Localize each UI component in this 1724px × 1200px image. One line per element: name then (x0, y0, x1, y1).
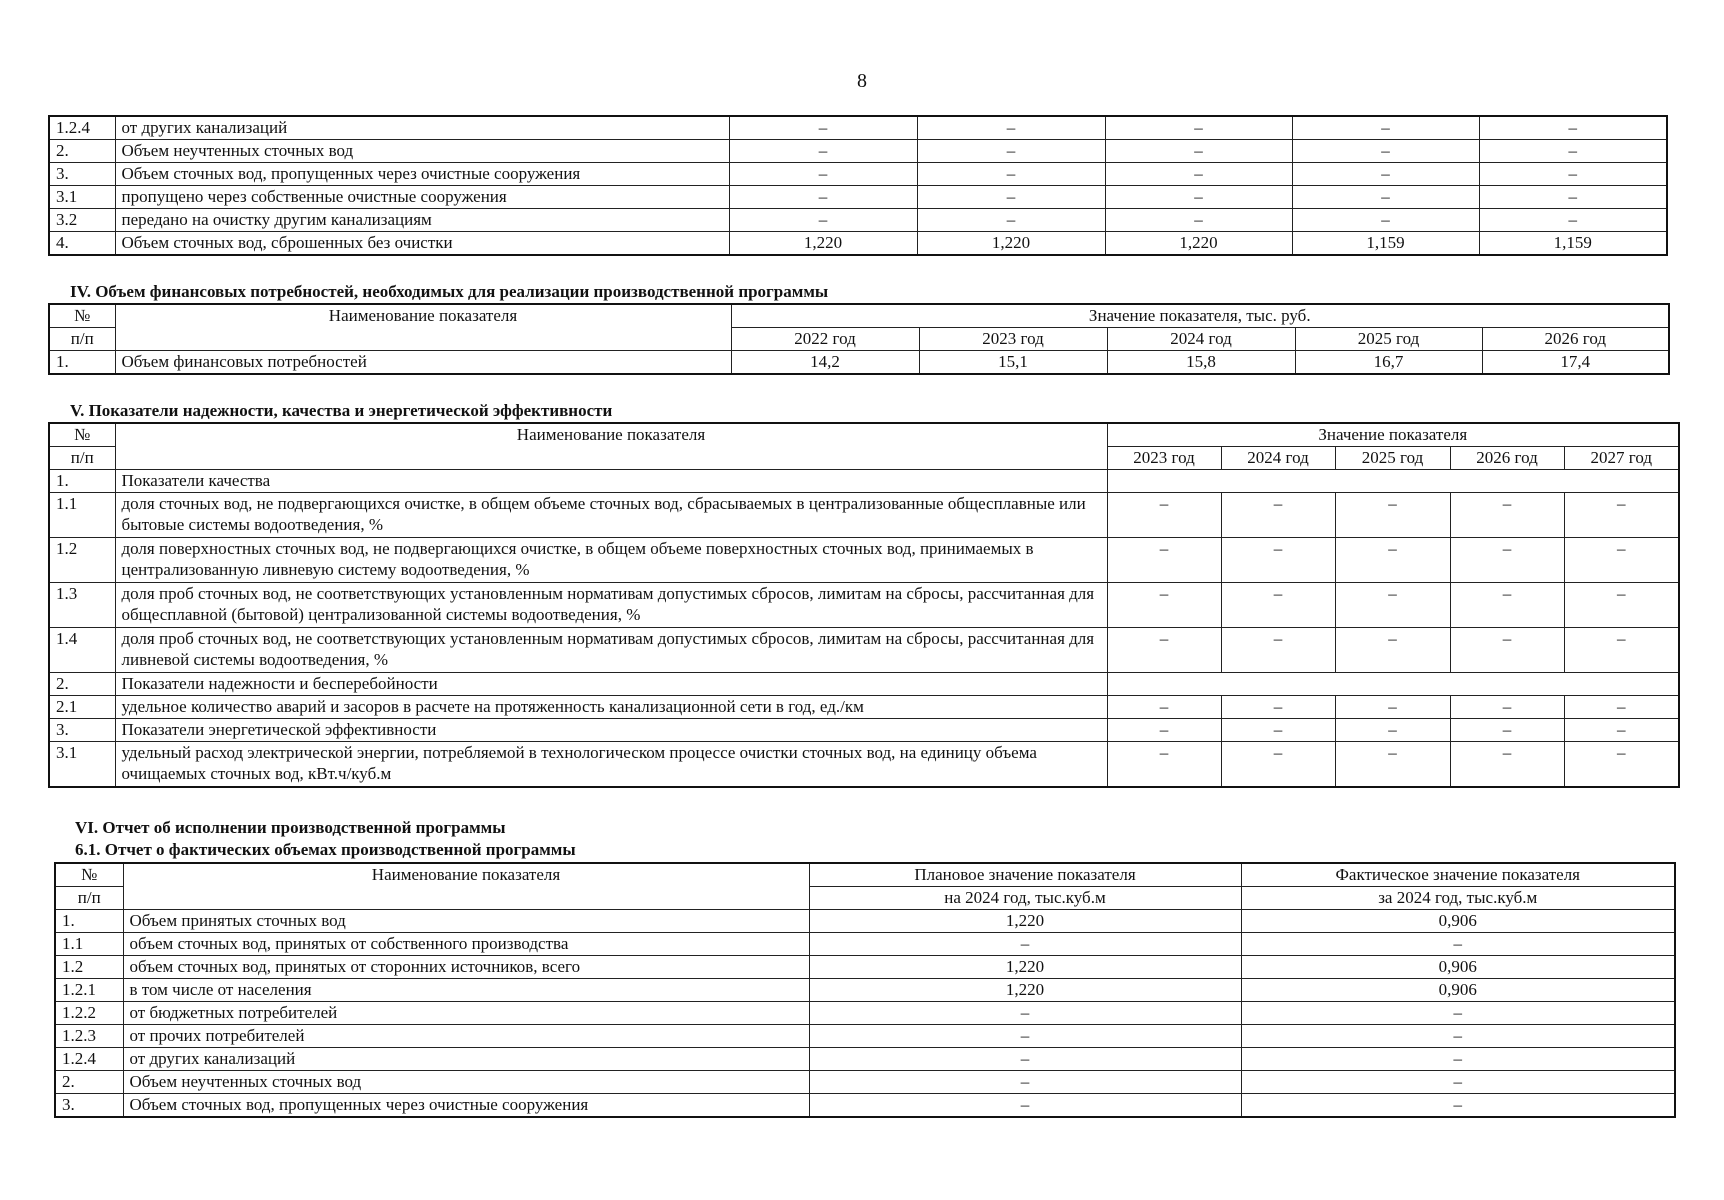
header-year: 2024 год (1221, 447, 1335, 470)
header-name: Наименование показателя (115, 423, 1107, 470)
header-plan: на 2024 год, тыс.куб.м (809, 887, 1241, 910)
row-value: – (1105, 209, 1292, 232)
table-row (55, 1094, 1675, 1118)
row-number: 1.4 (49, 628, 115, 673)
table-row (49, 583, 1679, 628)
row-number: 3. (49, 163, 115, 186)
row-empty (1107, 673, 1679, 696)
row-value: – (1450, 742, 1564, 788)
row-value: 1,159 (1292, 232, 1479, 256)
row-value: – (1292, 186, 1479, 209)
table-row (49, 116, 1667, 140)
header-year: 2025 год (1335, 447, 1450, 470)
row-value: – (1107, 628, 1221, 673)
row-fact: 0,906 (1241, 956, 1675, 979)
row-plan: 1,220 (809, 979, 1241, 1002)
row-value: – (1479, 140, 1667, 163)
row-fact: – (1241, 1025, 1675, 1048)
header-row (49, 423, 1679, 447)
row-name: удельный расход электрической энергии, потребляемой в технологическом процессе очистки сточных вод, на единицу объема очищаемых сточных вод, кВт.ч/куб.м (115, 742, 1107, 788)
header-year: 2025 год (1295, 328, 1482, 351)
header-num: № (49, 423, 115, 447)
row-name: доля проб сточных вод, не соответствующих установленным нормативам допустимых сбросов, лимитам на сбросы, рассчитанная для общесплавной (бытовой) централизованной системы водоотведения, % (115, 583, 1107, 628)
header-row (49, 304, 1669, 328)
row-name: Объем финансовых потребностей (115, 351, 731, 375)
row-value: – (1107, 742, 1221, 788)
row-value: – (1221, 628, 1335, 673)
row-value: – (1105, 186, 1292, 209)
row-plan: 1,220 (809, 910, 1241, 933)
row-plan: – (809, 1071, 1241, 1094)
row-number: 1. (49, 351, 115, 375)
row-plan: – (809, 1094, 1241, 1118)
section6-subheading: 6.1. Отчет о фактических объемах производственной программы (75, 840, 576, 859)
row-name: Объем сточных вод, пропущенных через очистные сооружения (123, 1094, 809, 1118)
row-name: Показатели энергетической эффективности (115, 719, 1107, 742)
row-value: – (1335, 493, 1450, 538)
row-value: – (1107, 538, 1221, 583)
row-value: – (1107, 583, 1221, 628)
row-name: Объем сточных вод, сброшенных без очистки (115, 232, 729, 256)
row-value: 14,2 (731, 351, 919, 375)
row-value: – (1107, 719, 1221, 742)
header-row (55, 863, 1675, 887)
row-value: – (1335, 742, 1450, 788)
row-name: от бюджетных потребителей (123, 1002, 809, 1025)
section5-table-block (48, 422, 1680, 788)
row-value: – (1450, 628, 1564, 673)
row-value: – (1479, 209, 1667, 232)
row-value: – (1292, 116, 1479, 140)
header-num: п/п (49, 447, 115, 470)
row-fact: – (1241, 1048, 1675, 1071)
table-row (49, 470, 1679, 493)
row-name: пропущено через собственные очистные сооружения (115, 186, 729, 209)
row-value: – (1450, 583, 1564, 628)
row-value: – (917, 116, 1105, 140)
table-row (49, 719, 1679, 742)
row-number: 4. (49, 232, 115, 256)
page-number: 8 (857, 70, 867, 92)
row-number: 1. (55, 910, 123, 933)
header-year: 2023 год (1107, 447, 1221, 470)
row-name: доля проб сточных вод, не соответствующих установленным нормативам допустимых сбросов, лимитам на сбросы, рассчитанная для ливневой системы водоотведения, % (115, 628, 1107, 673)
row-value: – (729, 140, 917, 163)
header-year: 2024 год (1107, 328, 1295, 351)
row-value: 17,4 (1482, 351, 1669, 375)
header-fact: Фактическое значение показателя (1241, 863, 1675, 887)
row-plan: – (809, 1025, 1241, 1048)
row-value: – (917, 209, 1105, 232)
row-number: 1.2.1 (55, 979, 123, 1002)
section6-heading: VI. Отчет об исполнении производственной программы (75, 818, 506, 837)
row-value: 15,8 (1107, 351, 1295, 375)
row-value: – (1335, 583, 1450, 628)
row-value: – (1105, 140, 1292, 163)
header-year: 2026 год (1482, 328, 1669, 351)
row-name: от других канализаций (115, 116, 729, 140)
section4-table-block (48, 303, 1670, 375)
row-value: – (1450, 719, 1564, 742)
row-number: 1.3 (49, 583, 115, 628)
header-year: 2026 год (1450, 447, 1564, 470)
row-name: удельное количество аварий и засоров в расчете на протяженность канализационной сети в год, ед./км (115, 696, 1107, 719)
row-value: 1,220 (1105, 232, 1292, 256)
row-value: – (1105, 116, 1292, 140)
header-num: п/п (49, 328, 115, 351)
row-number: 1. (49, 470, 115, 493)
table-row (55, 979, 1675, 1002)
row-value: – (1564, 719, 1679, 742)
header-year: 2023 год (919, 328, 1107, 351)
row-value: – (1479, 163, 1667, 186)
header-num: № (49, 304, 115, 328)
row-number: 2. (55, 1071, 123, 1094)
table-row (55, 1071, 1675, 1094)
table-row (49, 742, 1679, 788)
row-number: 3.2 (49, 209, 115, 232)
row-value: – (729, 209, 917, 232)
row-number: 2.1 (49, 696, 115, 719)
section4-heading: IV. Объем финансовых потребностей, необходимых для реализации производственной программы (70, 282, 829, 301)
row-fact: – (1241, 1002, 1675, 1025)
row-number: 1.1 (55, 933, 123, 956)
row-value: – (1564, 628, 1679, 673)
section5-table (48, 422, 1680, 788)
row-value: – (1479, 116, 1667, 140)
header-num: № (55, 863, 123, 887)
row-value: 1,220 (917, 232, 1105, 256)
row-name: Объем принятых сточных вод (123, 910, 809, 933)
row-value: – (1450, 696, 1564, 719)
row-value: – (1221, 538, 1335, 583)
row-name: в том числе от населения (123, 979, 809, 1002)
row-value: – (729, 163, 917, 186)
section4-table (48, 303, 1670, 375)
row-plan: – (809, 1002, 1241, 1025)
row-empty (1107, 470, 1679, 493)
section6-table-block (54, 862, 1676, 1118)
row-number: 1.2.4 (49, 116, 115, 140)
row-value: – (1221, 583, 1335, 628)
table-row (49, 493, 1679, 538)
table-row (49, 351, 1669, 375)
row-name: от других канализаций (123, 1048, 809, 1071)
row-value: – (917, 163, 1105, 186)
row-value: – (1221, 742, 1335, 788)
row-name: Показатели надежности и бесперебойности (115, 673, 1107, 696)
header-value: Значение показателя (1107, 423, 1679, 447)
row-fact: – (1241, 1094, 1675, 1118)
row-fact: 0,906 (1241, 910, 1675, 933)
row-value: 1,220 (729, 232, 917, 256)
row-value: – (1221, 493, 1335, 538)
row-value: 1,159 (1479, 232, 1667, 256)
row-number: 2. (49, 673, 115, 696)
header-plan: Плановое значение показателя (809, 863, 1241, 887)
row-value: – (1450, 538, 1564, 583)
row-number: 3.1 (49, 742, 115, 788)
section5-heading: V. Показатели надежности, качества и энергетической эффективности (70, 401, 613, 420)
row-name: доля поверхностных сточных вод, не подвергающихся очистке, в общем объеме поверхностных сточных вод, принимаемых в централизованную ливневую систему водоотведения, % (115, 538, 1107, 583)
table-row (55, 1002, 1675, 1025)
row-plan: – (809, 933, 1241, 956)
table-row (55, 956, 1675, 979)
row-name: доля сточных вод, не подвергающихся очистке, в общем объеме сточных вод, сбрасываемых в централизованные общесплавные или бытовые системы водоотведения, % (115, 493, 1107, 538)
continuation-table-block (48, 115, 1668, 256)
row-name: Объем неучтенных сточных вод (123, 1071, 809, 1094)
section6-table (54, 862, 1676, 1118)
row-number: 1.2.2 (55, 1002, 123, 1025)
row-value: – (1335, 719, 1450, 742)
header-fact: за 2024 год, тыс.куб.м (1241, 887, 1675, 910)
row-value: – (1564, 696, 1679, 719)
row-value: – (1107, 696, 1221, 719)
row-value: – (1107, 493, 1221, 538)
row-value: 16,7 (1295, 351, 1482, 375)
table-row (55, 910, 1675, 933)
row-fact: – (1241, 933, 1675, 956)
row-value: – (1564, 742, 1679, 788)
row-value: – (1105, 163, 1292, 186)
row-value: – (1479, 186, 1667, 209)
row-value: – (1221, 719, 1335, 742)
row-number: 3. (49, 719, 115, 742)
row-value: – (1335, 538, 1450, 583)
row-name: Объем сточных вод, пропущенных через очистные сооружения (115, 163, 729, 186)
table-row (55, 933, 1675, 956)
header-num: п/п (55, 887, 123, 910)
row-value: – (729, 116, 917, 140)
row-value: – (1564, 583, 1679, 628)
row-value: – (1292, 140, 1479, 163)
table-row (49, 209, 1667, 232)
row-number: 1.2.3 (55, 1025, 123, 1048)
row-value: – (1564, 538, 1679, 583)
row-name: Объем неучтенных сточных вод (115, 140, 729, 163)
table-row (55, 1048, 1675, 1071)
row-name: объем сточных вод, принятых от собственного производства (123, 933, 809, 956)
row-value: 15,1 (919, 351, 1107, 375)
row-number: 3.1 (49, 186, 115, 209)
table-row (55, 1025, 1675, 1048)
row-name: Показатели качества (115, 470, 1107, 493)
row-value: – (1292, 163, 1479, 186)
row-value: – (917, 186, 1105, 209)
row-number: 1.2.4 (55, 1048, 123, 1071)
row-fact: – (1241, 1071, 1675, 1094)
continuation-table (48, 115, 1668, 256)
header-year: 2022 год (731, 328, 919, 351)
row-value: – (1335, 628, 1450, 673)
header-name: Наименование показателя (123, 863, 809, 910)
row-value: – (1292, 209, 1479, 232)
row-fact: 0,906 (1241, 979, 1675, 1002)
row-name: передано на очистку другим канализациям (115, 209, 729, 232)
row-number: 1.1 (49, 493, 115, 538)
table-row (49, 140, 1667, 163)
row-plan: 1,220 (809, 956, 1241, 979)
row-value: – (1450, 493, 1564, 538)
table-row (49, 628, 1679, 673)
table-row (49, 163, 1667, 186)
row-number: 1.2 (49, 538, 115, 583)
row-value: – (1221, 696, 1335, 719)
row-plan: – (809, 1048, 1241, 1071)
row-number: 1.2 (55, 956, 123, 979)
row-value: – (1335, 696, 1450, 719)
header-year: 2027 год (1564, 447, 1679, 470)
row-name: объем сточных вод, принятых от сторонних источников, всего (123, 956, 809, 979)
row-number: 3. (55, 1094, 123, 1118)
row-name: от прочих потребителей (123, 1025, 809, 1048)
table-row (49, 696, 1679, 719)
row-value: – (917, 140, 1105, 163)
header-value: Значение показателя, тыс. руб. (731, 304, 1669, 328)
table-row (49, 232, 1667, 256)
row-number: 2. (49, 140, 115, 163)
table-row (49, 673, 1679, 696)
header-name: Наименование показателя (115, 304, 731, 351)
table-row (49, 538, 1679, 583)
row-value: – (729, 186, 917, 209)
table-row (49, 186, 1667, 209)
row-value: – (1564, 493, 1679, 538)
